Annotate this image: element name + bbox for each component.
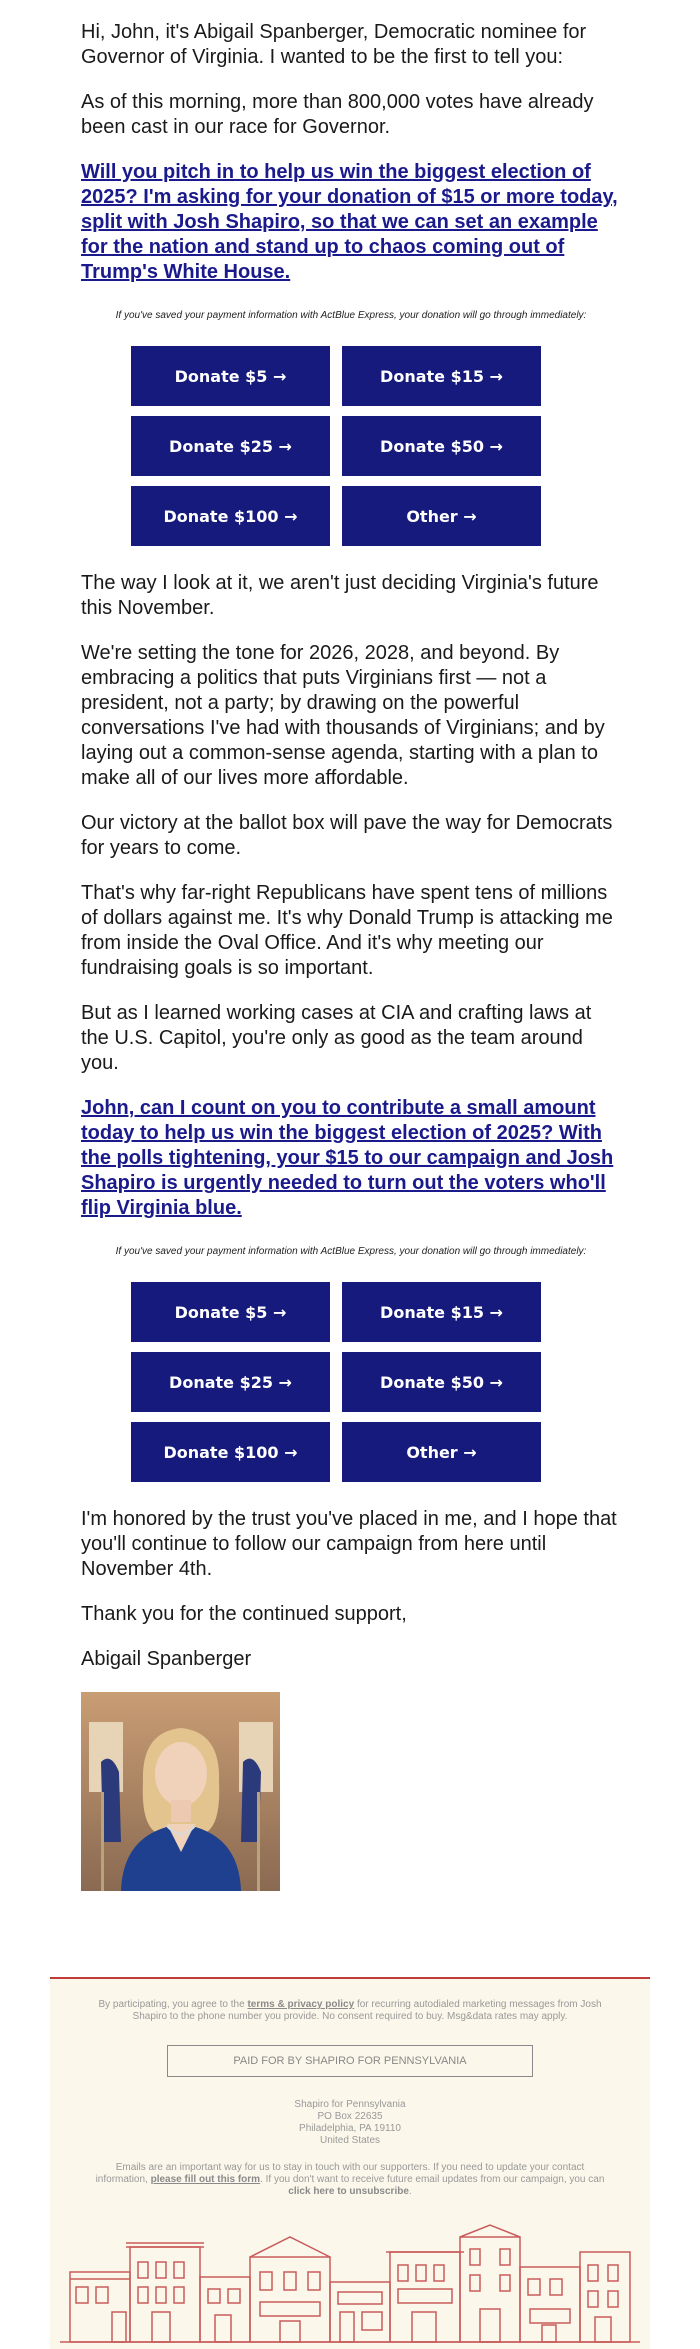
donate-15-button[interactable]: Donate $15 →: [342, 346, 541, 406]
donate-link-1[interactable]: Will you pitch in to help us win the biggest election of 2025? I'm asking for your donation of $15 or more today, split with Josh Shapiro, so that we can set an example for the nation and stand up to chaos coming out of Trump's White House.: [81, 161, 618, 283]
update-info-link[interactable]: please fill out this form: [150, 2174, 261, 2185]
terms-privacy-link[interactable]: terms & privacy policy: [247, 1999, 355, 2010]
donate-5-button[interactable]: Donate $5 →: [131, 1282, 330, 1342]
donate-50-button[interactable]: Donate $50 →: [342, 416, 541, 476]
donate-15-button[interactable]: Donate $15 →: [342, 1282, 541, 1342]
email-info-text: Emails are an important way for us to stay in touch with our supporters. If you need to update your contact information, please fill out this form. If you don't want to receive future email updates from our campaign, you can click here to unsubscribe.: [95, 2162, 605, 2197]
actblue-note-1: If you've saved your payment information with ActBlue Express, your donation will go through immediately:: [115, 310, 587, 321]
donate-link-2[interactable]: John, can I count on you to contribute a small amount today to help us win the biggest election of 2025? With the polls tightening, your $15 to our campaign and Josh Shapiro is urgently needed to turn out the voters who'll flip Virginia blue.: [81, 1097, 614, 1219]
paid-for-box: PAID FOR BY SHAPIRO FOR PENNSYLVANIA: [167, 2045, 533, 2077]
org-name: Shapiro for Pennsylvania: [294, 2099, 406, 2110]
footer: [50, 1977, 650, 2349]
honored-paragraph: I'm honored by the trust you've placed in me, and I hope that you'll continue to follow our campaign from here until November 4th.: [81, 1508, 617, 1580]
intro-paragraph: Hi, John, it's Abigail Spanberger, Democratic nominee for Governor of Virginia. I wanted to be the first to tell you:: [81, 21, 587, 68]
donate-100-button[interactable]: Donate $100 →: [131, 1422, 330, 1482]
consent-text: By participating, you agree to the terms & privacy policy for recurring autodialed marketing messages from Josh Shapiro to the phone number you provide. No consent required to buy. Msg&data rates may apply.: [98, 1999, 602, 2022]
signature: Abigail Spanberger: [81, 1648, 252, 1670]
actblue-note-2: If you've saved your payment information with ActBlue Express, your donation will go through immediately:: [115, 1246, 587, 1257]
po-box: PO Box 22635: [317, 2111, 383, 2122]
votes-paragraph: As of this morning, more than 800,000 votes have already been cast in our race for Governor.: [81, 91, 594, 138]
future-paragraph: The way I look at it, we aren't just deciding Virginia's future this November.: [81, 572, 599, 619]
unsubscribe-link[interactable]: click here to unsubscribe: [288, 2186, 409, 2197]
republicans-paragraph: That's why far-right Republicans have spent tens of millions of dollars against me. It's why Donald Trump is attacking me from inside the Oval Office. And it's why meeting our fundraising goals is so important.: [81, 882, 613, 979]
donate-5-button[interactable]: Donate $5 →: [131, 346, 330, 406]
country: United States: [319, 2135, 381, 2146]
donate-100-button[interactable]: Donate $100 →: [131, 486, 330, 546]
donate-25-button[interactable]: Donate $25 →: [131, 416, 330, 476]
donate-other-button[interactable]: Other →: [342, 1422, 541, 1482]
thanks-paragraph: Thank you for the continued support,: [81, 1603, 407, 1625]
donate-50-button[interactable]: Donate $50 →: [342, 1352, 541, 1412]
candidate-portrait: [81, 1692, 280, 1891]
donate-other-button[interactable]: Other →: [342, 486, 541, 546]
donate-25-button[interactable]: Donate $25 →: [131, 1352, 330, 1412]
city: Philadelphia, PA 19110: [299, 2123, 401, 2134]
tone-paragraph: We're setting the tone for 2026, 2028, and beyond. By embracing a politics that puts Virginians first — not a president, not a party; by drawing on the powerful conversations I've had with thousands of Virginians; and by laying out a common-sense agenda, starting with a plan to make all of our lives more affordable.: [81, 642, 605, 789]
team-paragraph: But as I learned working cases at CIA and crafting laws at the U.S. Capitol, you're only as good as the team around you.: [81, 1002, 592, 1074]
victory-paragraph: Our victory at the ballot box will pave the way for Democrats for years to come.: [81, 812, 613, 859]
address-block: [90, 2099, 610, 2147]
main-street-illustration: [60, 2217, 640, 2347]
